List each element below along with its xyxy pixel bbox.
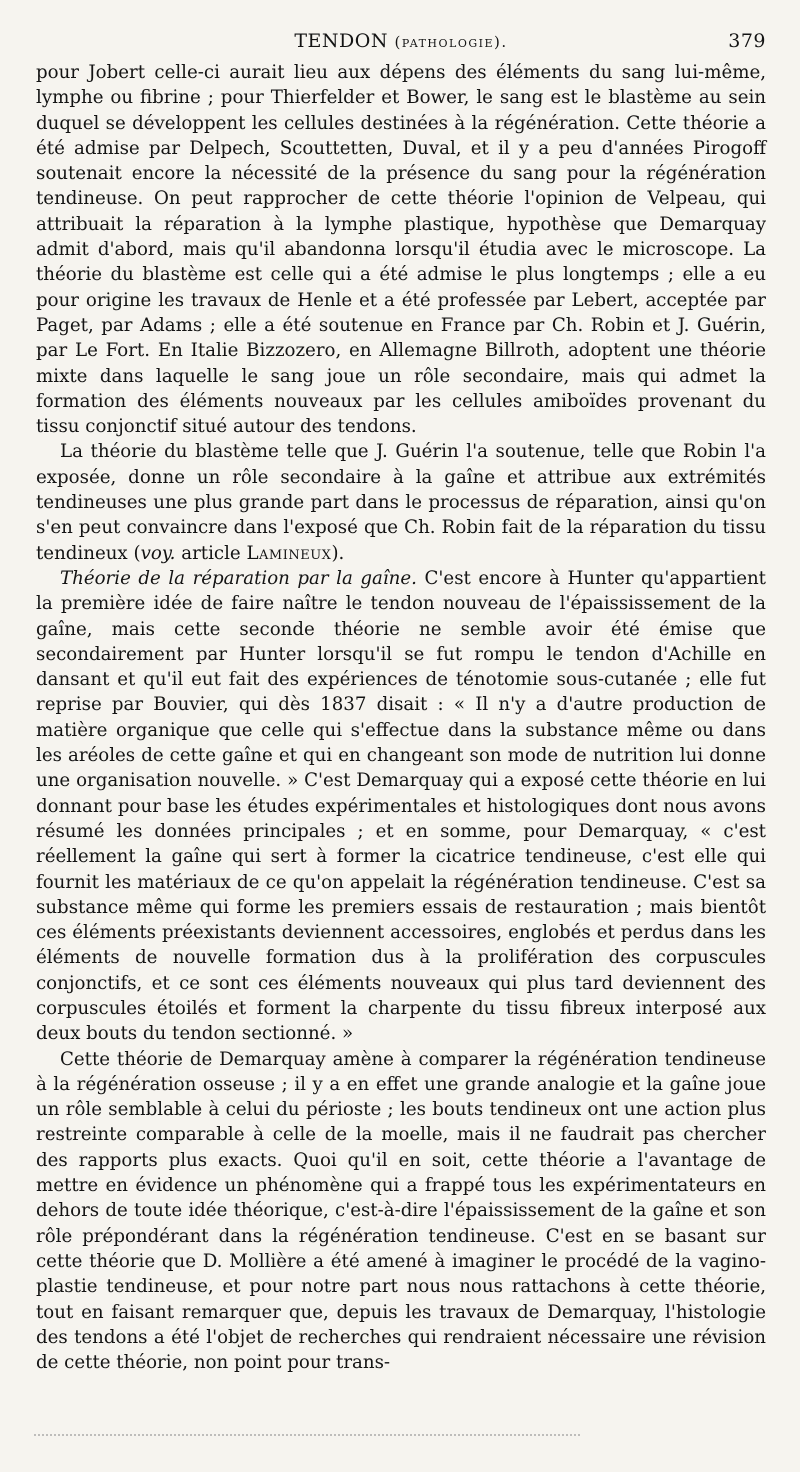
section-heading-inline: Théorie de la réparation par la gaîne.	[60, 567, 417, 589]
running-title	[36, 30, 766, 52]
page-number: 379	[728, 30, 766, 52]
abbreviation-italic: voy.	[140, 542, 176, 564]
running-title-main: TENDON	[294, 30, 388, 52]
paragraph: pour Jobert celle-ci aurait lieu aux dépens des éléments du sang lui-même, lymphe ou fibrine ; pour Thierfelder et Bower, le sang est le blastème au sein duquel se développent les cellules destinées à la régénération. Cette théorie a été admise par Delpech, Scouttetten, Duval, et il y a peu d'années Pirogoff soutenait encore la nécessité de la présence du sang pour la régénération tendineuse. On peut rapprocher de cette théorie l'opinion de Velpeau, qui attribuait la réparation à la lymphe plastique, hypothèse que Demarquay admit d'abord, mais qu'il abandonna lorsqu'il étudia avec le microscope. La théorie du blastème est celle qui a été admise le plus longtemps ; elle a eu pour origine les travaux de Henle et a été professée par Lebert, acceptée par Paget, par Adams ; elle a été soutenue en France par Ch. Robin et J. Guérin, par Le Fort. En Italie Bizzozero, en Allemagne Billroth, adoptent une théorie mixte dans laquelle le sang joue un rôle secondaire, mais qui admet la formation des éléments nouveaux par les cellules amiboïdes provenant du tissu conjonctif situé autour des tendons.	[36, 62, 766, 438]
paragraph-text: La théorie du blastème telle que J. Guérin l'a soutenue, telle que Robin l'a exposée, donne un rôle secondaire à la gaîne et attribue aux extrémités tendineuses une plus grande part dans le processus de réparation, ainsi qu'on s'en peut convaincre dans l'exposé que Ch. Robin fait de la réparation du tissu tendineux (	[36, 441, 766, 564]
paragraph: Cette théorie de Demarquay amène à comparer la régénération tendineuse à la régénération osseuse ; il y a en effet une grande analogie et la gaîne joue un rôle semblable à celui du périoste ; les bouts tendineux ont une action plus restreinte comparable à celle de la moelle, mais il ne faudrait pas chercher des rapports plus exacts. Quoi qu'il en soit, cette théorie a l'avantage de mettre en évidence un phénomène qui a frappé tous les expérimentateurs en dehors de toute idée théorique, c'est-à-dire l'épaississement de la gaîne et son rôle prépondérant dans la régénération tendineuse. C'est en se basant sur cette théorie que D. Mollière a été amené à imaginer le procédé de la vagino-plastie tendineuse, et pour notre part nous nous rattachons à cette théorie, tout en faisant remarquer que, depuis les travaux de Demarquay, l'histologie des tendons a été l'objet de recherches qui rendraient nécessaire une révision de cette théorie, non point pour trans-	[36, 1048, 766, 1374]
paragraph-text: article	[175, 542, 247, 564]
running-head	[36, 30, 766, 58]
body-text	[36, 60, 766, 1375]
paragraph-text: C'est encore à Hunter qu'appartient la première idée de faire naître le tendon nouveau de l'épaississement de la gaîne, mais cette seconde théorie ne semble avoir été émise que secondairement par Hunter lorsqu'il se fut rompu le tendon d'Achille en dansant et qu'il eut fait des expériences de ténotomie sous-cutanée ; elle fut reprise par Bouvier, qui dès 1837 disait : « Il n'y a d'autre production de matière organique que celle qui s'effectue dans la substance même ou dans les aréoles de cette gaîne et qui en changeant son mode de nutrition lui donne une organisation nouvelle. » C'est Demarquay qui a exposé cette théorie en lui donnant pour base les études expérimentales et histologiques dont nous avons résumé les données principales ; et en somme, pour Demarquay, « c'est réellement la gaîne qui sert à former la cicatrice tendineuse, c'est elle qui fournit les matériaux de ce qu'on appelait la régénération tendineuse. C'est sa substance même qui forme les premiers essais de restauration ; mais bientôt ces éléments préexistants deviennent accessoires, englobés et perdus dans les éléments de nouvelle formation dus à la prolifération des corpuscules conjonctifs, et ce sont ces éléments nouveaux qui plus tard deviennent des corpuscules étoilés et forment la charpente du tissu fibreux interposé aux deux bouts du tendon sectionné. »	[36, 567, 766, 1045]
paragraph	[36, 566, 766, 1047]
cross-reference: Lamineux	[246, 542, 332, 564]
paragraph-text: ).	[331, 542, 345, 564]
paragraph	[36, 439, 766, 565]
scan-artifact	[34, 1434, 580, 1440]
running-title-subtitle: (pathologie).	[394, 33, 508, 51]
